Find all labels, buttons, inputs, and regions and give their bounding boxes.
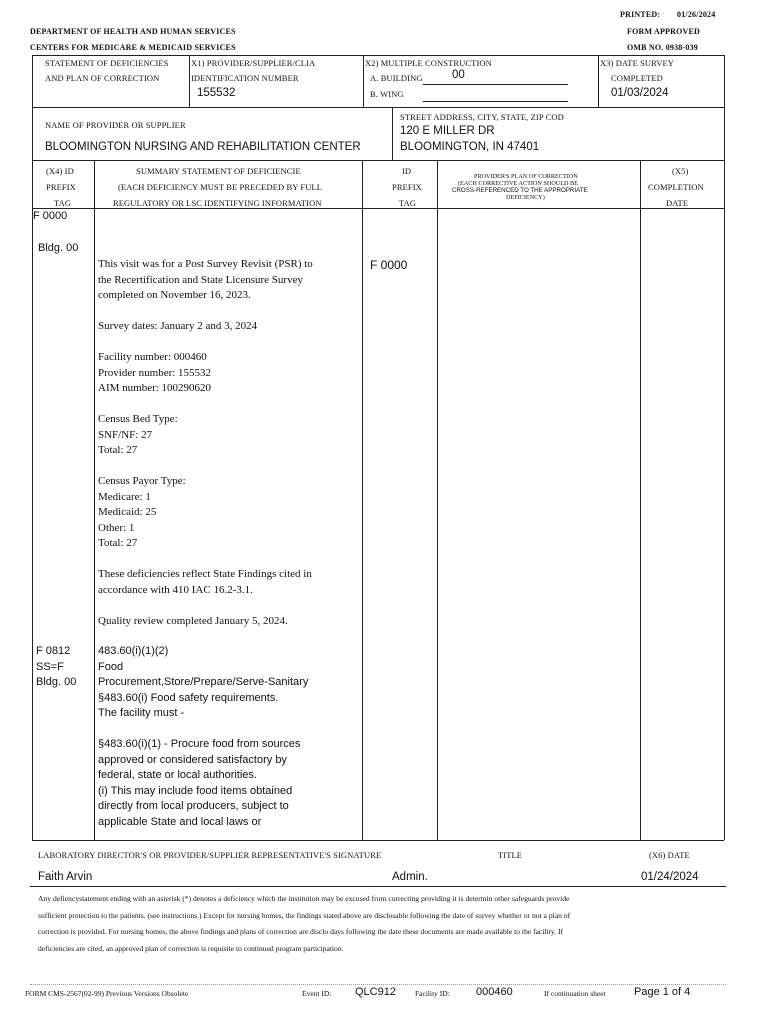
statement-label-2: AND PLAN OF CORRECTION bbox=[45, 73, 160, 83]
x5-label-3: DATE bbox=[666, 198, 689, 208]
provider-name: BLOOMINGTON NURSING AND REHABILITATION CENTER bbox=[45, 141, 361, 153]
plan-label-3: CROSS-REFERENCED TO THE APPROPRIATE bbox=[452, 187, 588, 194]
address-line-1: 120 E MILLER DR bbox=[400, 125, 495, 137]
x3-label-2: COMPLETED bbox=[611, 73, 663, 83]
disclaimer-text: Any defiencystatement ending with an asterisk (*) denotes a deficiency which the institution may be excused from correcting providing it is determin other safeguards provide sufficient protection to the patients. (see instructions.) Except for nursing homes, the findings stated above are disclosable following the date of survey whether or not a plan of correction is provided. For nursing homes, the above findings and plans of correction are disclo days following the date these documents are made available to the facility. If deficiencies are cited, an approved plan of correction is requisite to continued program participation. bbox=[38, 894, 571, 953]
x4-label-2: PREFIX bbox=[46, 182, 76, 192]
summary-label-3: REGULATORY OR LSC IDENTIFYING INFORMATION bbox=[113, 198, 322, 208]
summary-label-2: (EACH DEFICIENCY MUST BE PRECEDED BY FULL bbox=[118, 182, 323, 192]
prefix-tag-2: F 0812 SS=F Bldg. 00 bbox=[36, 645, 77, 688]
x5-label-1: (X5) bbox=[672, 166, 689, 176]
id-label-1: ID bbox=[402, 166, 412, 176]
id-label-3: TAG bbox=[399, 198, 417, 208]
printed-label: PRINTED: bbox=[620, 10, 661, 19]
id-label-2: PREFIX bbox=[392, 182, 422, 192]
x4-label-1: (X4) ID bbox=[46, 166, 74, 176]
building-label: A. BUILDING bbox=[370, 73, 423, 83]
event-id-label: Event ID: bbox=[302, 989, 332, 998]
provider-id-value: 155532 bbox=[197, 87, 236, 99]
title-label: TITLE bbox=[498, 850, 523, 860]
event-id-value: QLC912 bbox=[355, 986, 396, 998]
signer-name: Faith Arvin bbox=[38, 871, 93, 883]
signature-date: 01/24/2024 bbox=[641, 871, 699, 883]
id-prefix-tag-1: F 0000 bbox=[370, 258, 408, 272]
plan-label-1: PROVIDER'S PLAN OF CORRECTION bbox=[474, 173, 578, 180]
signer-title: Admin. bbox=[392, 871, 428, 883]
plan-label-2: (EACH CORRECTIVE ACTION SHOULD BE bbox=[458, 180, 578, 187]
form-number: FORM CMS-2567(02-99) Previous Versions Obsolete bbox=[25, 989, 189, 998]
page-number: Page 1 of 4 bbox=[634, 986, 691, 998]
x4-label-3: TAG bbox=[54, 198, 72, 208]
x3-label-1: X3) DATE SURVEY bbox=[600, 58, 675, 68]
centers-title: CENTERS FOR MEDICARE & MEDICAID SERVICES bbox=[30, 43, 236, 52]
form-approved: FORM APPROVED bbox=[627, 27, 701, 36]
omb-number: OMB NO. 0938-039 bbox=[627, 43, 698, 52]
signature-label: LABORATORY DIRECTOR'S OR PROVIDER/SUPPLIER REPRESENTATIVE'S SIGNATURE bbox=[38, 850, 382, 860]
x1-label-1: X1) PROVIDER/SUPPLIER/CLIA bbox=[191, 58, 316, 68]
date-survey-completed: 01/03/2024 bbox=[611, 87, 669, 99]
continuation-label: If continuation sheet bbox=[544, 989, 606, 998]
x2-label: X2) MULTIPLE CONSTRUCTION bbox=[365, 58, 492, 68]
building-tag-1: Bldg. 00 bbox=[38, 242, 79, 254]
building-value: 00 bbox=[452, 69, 465, 81]
address-label: STREET ADDRESS, CITY, STATE, ZIP COD bbox=[400, 112, 564, 122]
summary-text-2: 483.60(i)(1)(2) Food Procurement,Store/Prepare/Serve-Sanitary §483.60(i) Food safety requirements. The facility must - §483.60(i)(1) - Procure food from sources approved or considered satisfactory by federal, state or local authorities. (i) This may include food items obtained directly from local producers, subject to applicable State and local laws or bbox=[98, 645, 309, 828]
department-title: DEPARTMENT OF HEALTH AND HUMAN SERVICES bbox=[30, 27, 236, 36]
x5-label-2: COMPLETION bbox=[648, 182, 704, 192]
address-line-2: BLOOMINGTON, IN 47401 bbox=[400, 141, 540, 153]
statement-label-1: STATEMENT OF DEFICIENCIES bbox=[45, 58, 169, 68]
wing-label: B. WING bbox=[370, 89, 404, 99]
provider-name-label: NAME OF PROVIDER OR SUPPLIER bbox=[45, 120, 186, 130]
summary-text-1: This visit was for a Post Survey Revisit (PSR) to the Recertification and State Licensure Survey completed on November 16, 2023. Survey dates: January 2 and 3, 2024 Facility number: 000460 Provider number: 155532 AIM number: 100290620 Census Bed Type: SNF/NF: 27 Total: 27 Census Payor Type: Medicare: 1 Medicaid: 25 Other: 1 Total: 27 These deficiencies reflect State Findings cited in accordance with 410 IAC 16.2-3.1. Quality review completed January 5, 2024. bbox=[98, 258, 313, 627]
plan-label-4: DEFICIENCY) bbox=[506, 194, 545, 201]
x1-label-2: IDENTIFICATION NUMBER bbox=[191, 73, 299, 83]
summary-label-1: SUMMARY STATEMENT OF DEFICIENCIE bbox=[136, 166, 301, 176]
prefix-tag-1: F 0000 bbox=[33, 210, 68, 222]
facility-id-value: 000460 bbox=[476, 986, 513, 998]
facility-id-label: Facility ID: bbox=[415, 989, 450, 998]
x6-date-label: (X6) DATE bbox=[649, 850, 690, 860]
printed-date: 01/26/2024 bbox=[677, 10, 716, 19]
